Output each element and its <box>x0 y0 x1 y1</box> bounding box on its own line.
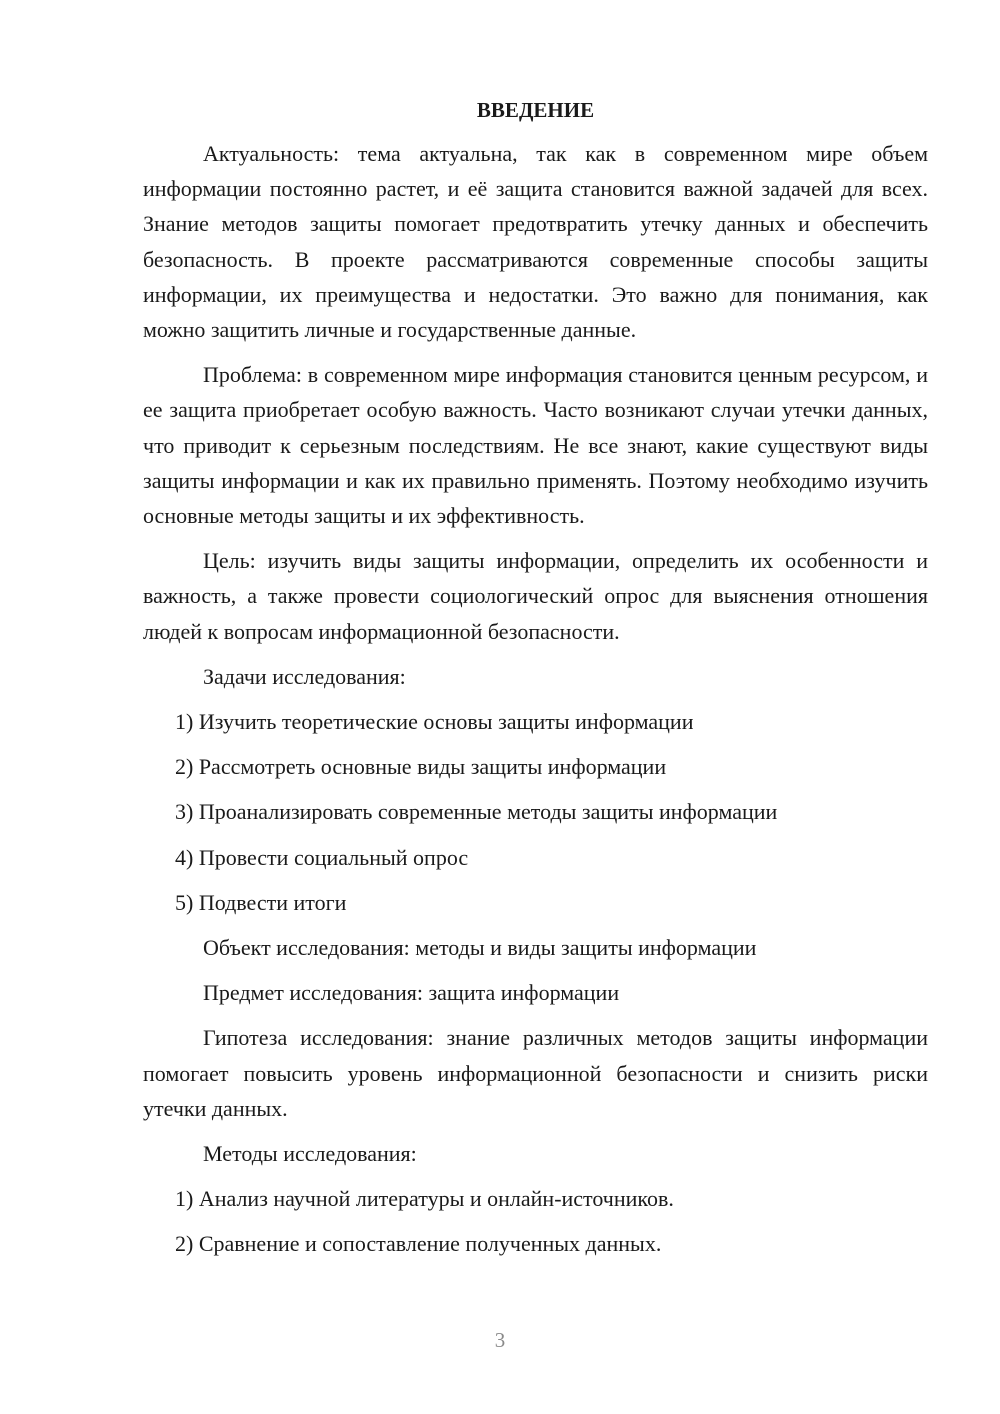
method-item: 1) Анализ научной литературы и онлайн-источников. <box>175 1186 674 1212</box>
page-content <box>143 94 928 1272</box>
relevance-paragraph: Актуальность: тема актуальна, так как в современном мире объем информации постоянно растет, и её защита становится важной задачей для всех. Знание методов защиты помогает предотвратить утечку данных и обеспечить безопасность. В проекте рассматриваются современные способы защиты информации, их преимущества и недостатки. Это важно для понимания, как можно защитить личные и государственные данные. <box>143 141 928 343</box>
task-item: 3) Проанализировать современные методы защиты информации <box>175 799 778 825</box>
task-item: 5) Подвести итоги <box>175 889 347 915</box>
task-item: 2) Рассмотреть основные виды защиты информации <box>175 754 667 780</box>
page-number: 3 <box>494 1328 506 1352</box>
hypothesis-paragraph: Гипотеза исследования: знание различных методов защиты информации помогает повысить уровень информационной безопасности и снизить риски утечки данных. <box>143 1025 928 1121</box>
tasks-label: Задачи исследования: <box>203 663 406 689</box>
methods-label: Методы исследования: <box>203 1141 417 1167</box>
research-subject: Предмет исследования: защита информации <box>203 980 620 1006</box>
task-item: 4) Провести социальный опрос <box>175 844 469 870</box>
problem-paragraph: Проблема: в современном мире информация становится ценным ресурсом, и ее защита приобретает особую важность. Часто возникают случаи утечки данных, что приводит к серьезным последствиям. Не все знают, какие существуют виды защиты информации и как их правильно применять. Поэтому необходимо изучить основные методы защиты и их эффективность. <box>143 362 928 529</box>
goal-paragraph: Цель: изучить виды защиты информации, определить их особенности и важность, а также провести социологический опрос для выяснения отношения людей к вопросам информационной безопасности. <box>143 548 928 644</box>
section-heading: ВВЕДЕНИЕ <box>476 98 595 122</box>
research-object: Объект исследования: методы и виды защиты информации <box>203 935 757 961</box>
task-item: 1) Изучить теоретические основы защиты информации <box>175 709 694 735</box>
method-item: 2) Сравнение и сопоставление полученных данных. <box>175 1231 662 1257</box>
